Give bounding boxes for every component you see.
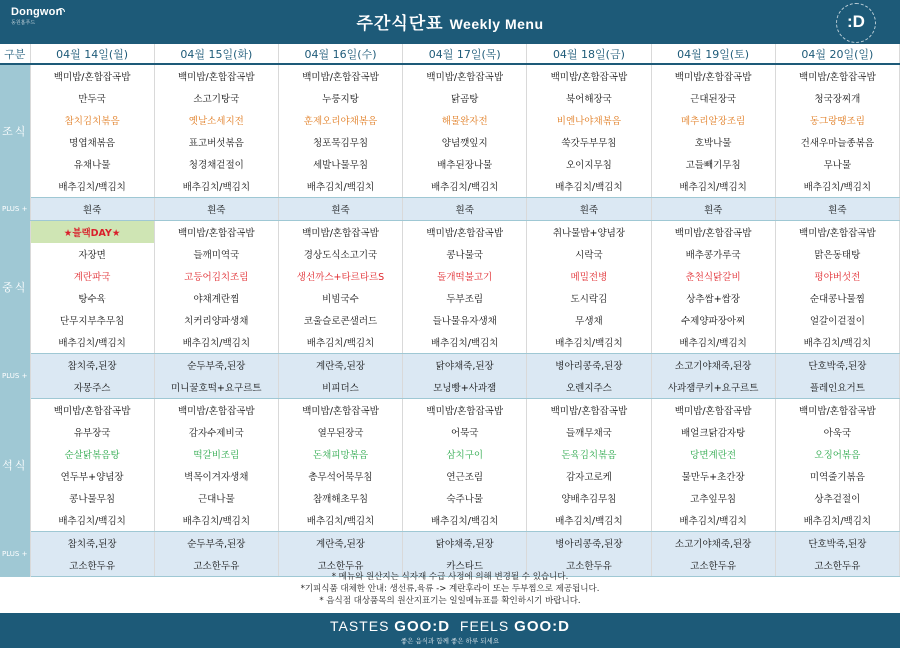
plus-item: 병아리콩죽,된장 [527,532,651,555]
menu-item: 소고기탕국 [154,87,278,109]
only-good-badge-icon [836,3,876,43]
menu-item: 백미밥/혼합잡곡밥 [30,64,154,87]
menu-item: 콩나물무침 [30,487,154,509]
menu-item: 배추김치/백김치 [403,331,527,354]
slogan-good-2: GOO:D [514,618,571,635]
menu-item: 돈육김치볶음 [527,443,651,465]
menu-item: 메추리알장조림 [651,109,775,131]
menu-item: 백미밥/혼합잡곡밥 [154,399,278,422]
menu-item: 근대된장국 [651,87,775,109]
plus-item: 흰죽 [651,198,775,221]
plus-item: 참치죽,된장 [30,354,154,377]
menu-item: 수제양파장아찌 [651,309,775,331]
menu-row [0,153,900,175]
plus-item: 오렌지주스 [527,376,651,399]
menu-row [0,331,900,354]
menu-item: 청국장찌개 [775,87,899,109]
plus-item: 계란죽,된장 [278,354,402,377]
menu-item: 코울슬로콘샐러드 [278,309,402,331]
menu-item: 탕수육 [30,287,154,309]
footer-bar [0,613,900,648]
menu-item: 백미밥/혼합잡곡밥 [403,64,527,87]
plus-item: 흰죽 [527,198,651,221]
section-label-plus: PLUS + [0,198,30,221]
menu-item: 고등어김치조림 [154,265,278,287]
menu-item: 상추겉절이 [775,487,899,509]
plus-item: 비피더스 [278,376,402,399]
menu-item: 오징어볶음 [775,443,899,465]
plus-item: 흰죽 [154,198,278,221]
menu-item: 백미밥/혼합잡곡밥 [527,64,651,87]
plus-item: 사과잼쿠키+요구르트 [651,376,775,399]
menu-item: 근대나물 [154,487,278,509]
plus-item: 고소한두유 [775,554,899,577]
menu-row [0,509,900,532]
column-header-category: 구분 [0,44,30,64]
badge-text: :D [847,12,865,31]
menu-item: 훈제오리야채볶음 [278,109,402,131]
plus-item: 단호박죽,된장 [775,532,899,555]
slogan [0,618,900,635]
menu-item: 들깨미역국 [154,243,278,265]
plus-item: 플레인요거트 [775,376,899,399]
column-header-day: 04월 14일(월) [30,44,154,64]
plus-row [0,354,900,377]
menu-item: 배추김치/백김치 [527,331,651,354]
menu-row [0,243,900,265]
menu-item: 배추김치/백김치 [527,509,651,532]
plus-item: 고소한두유 [154,554,278,577]
menu-item: 세발나물무침 [278,153,402,175]
plus-item: 흰죽 [278,198,402,221]
menu-item: 춘천식닭갈비 [651,265,775,287]
menu-item: 백미밥/혼합잡곡밥 [775,221,899,244]
section-label-breakfast: 조식 [0,64,30,198]
plus-item: 자몽주스 [30,376,154,399]
menu-item: 배추김치/백김치 [527,175,651,198]
menu-item: 백미밥/혼합잡곡밥 [278,399,402,422]
plus-item: 참치죽,된장 [30,532,154,555]
title-korean: 주간식단표 [356,14,444,34]
menu-item: 양념깻잎지 [403,131,527,153]
menu-item: 떡갈비조림 [154,443,278,465]
plus-item: 카스타드 [403,554,527,577]
menu-row [0,131,900,153]
menu-item: 고들빼기무침 [651,153,775,175]
note-line: * 음식점 대상품목의 원산지표기는 일일메뉴표를 확인하시기 바랍니다. [319,596,581,606]
menu-item: 계란파국 [30,265,154,287]
plus-row [0,532,900,555]
menu-item: 배추김치/백김치 [278,175,402,198]
menu-item: 호박나물 [651,131,775,153]
plus-item: 흰죽 [403,198,527,221]
menu-item: 배추김치/백김치 [775,509,899,532]
menu-item: 감자수제비국 [154,421,278,443]
menu-item: ★블랙DAY★ [30,221,154,244]
menu-item: 배추김치/백김치 [775,331,899,354]
plus-row [0,198,900,221]
menu-item: 배추김치/백김치 [154,175,278,198]
menu-item: 배추김치/백김치 [154,509,278,532]
menu-item: 배추김치/백김치 [651,331,775,354]
menu-row [0,175,900,198]
plus-item: 고소한두유 [651,554,775,577]
column-header-day: 04월 16일(수) [278,44,402,64]
menu-item: 북어해장국 [527,87,651,109]
section-label-plus: PLUS + [0,354,30,399]
menu-item: 만두국 [30,87,154,109]
menu-item: 돌개떡불고기 [403,265,527,287]
menu-item: 취나물밥+양념장 [527,221,651,244]
menu-row [0,287,900,309]
menu-item: 백미밥/혼합잡곡밥 [403,221,527,244]
menu-item: 돈채피망볶음 [278,443,402,465]
menu-item: 물만두+초간장 [651,465,775,487]
title-english: Weekly Menu [449,16,544,32]
plus-item: 고소한두유 [527,554,651,577]
column-header-day: 04월 19일(토) [651,44,775,64]
menu-item: 평야버섯전 [775,265,899,287]
menu-item: 도시락김 [527,287,651,309]
slogan-good-1: GOO:D [394,618,451,635]
plus-item: 병아리콩죽,된장 [527,354,651,377]
menu-item: 배추김치/백김치 [30,175,154,198]
plus-item: 모닝빵+사과잼 [403,376,527,399]
plus-item: 미니꿀호떡+요구르트 [154,376,278,399]
menu-item: 아욱국 [775,421,899,443]
menu-item: 배추김치/백김치 [651,509,775,532]
menu-item: 경상도식소고기국 [278,243,402,265]
menu-item: 배추김치/백김치 [154,331,278,354]
plus-item: 닭야채죽,된장 [403,532,527,555]
menu-item: 백미밥/혼합잡곡밥 [278,221,402,244]
menu-row [0,87,900,109]
menu-item: 두부조림 [403,287,527,309]
menu-item: 쑥갓두부무침 [527,131,651,153]
menu-item: 백미밥/혼합잡곡밥 [775,64,899,87]
menu-item: 미역줄기볶음 [775,465,899,487]
section-label-dinner: 석식 [0,399,30,532]
menu-item: 배추김치/백김치 [775,175,899,198]
menu-item: 단무지부추무침 [30,309,154,331]
note-line: * 메뉴와 원산지는 식자재 수급 사정에 의해 변경될 수 있습니다. [331,572,569,582]
menu-item: 무생채 [527,309,651,331]
menu-item: 어묵국 [403,421,527,443]
menu-item: 참치김치볶음 [30,109,154,131]
plus-item: 단호박죽,된장 [775,354,899,377]
footer-notes [0,571,900,607]
menu-row [0,309,900,331]
brand-name: Dongwon [11,6,63,18]
menu-item: 배추콩가루국 [651,243,775,265]
menu-item: 시락국 [527,243,651,265]
column-header-day: 04월 18일(금) [527,44,651,64]
menu-row [0,221,900,244]
menu-item: 당면계란전 [651,443,775,465]
menu-row [0,109,900,131]
page-title [0,9,900,34]
menu-row [0,443,900,465]
menu-item: 삼치구이 [403,443,527,465]
menu-item: 백미밥/혼합잡곡밥 [403,399,527,422]
menu-item: 백미밥/혼합잡곡밥 [775,399,899,422]
weekly-menu-table [0,44,900,577]
menu-item: 연두부+양념장 [30,465,154,487]
menu-item: 오이지무침 [527,153,651,175]
plus-item: 닭야채죽,된장 [403,354,527,377]
menu-item: 유부장국 [30,421,154,443]
slogan-tastes: TASTES [329,618,390,634]
menu-item: 얼갈이겉절이 [775,309,899,331]
menu-item: 백미밥/혼합잡곡밥 [651,64,775,87]
menu-item: 옛날소세지전 [154,109,278,131]
menu-item: 배얼크닭감자탕 [651,421,775,443]
menu-item: 백미밥/혼합잡곡밥 [651,399,775,422]
menu-item: 참깨해초무침 [278,487,402,509]
menu-item: 동그랑땡조림 [775,109,899,131]
menu-item: 닭곰탕 [403,87,527,109]
menu-item: 순살닭볶음탕 [30,443,154,465]
plus-item: 계란죽,된장 [278,532,402,555]
menu-item: 총무석어묵무침 [278,465,402,487]
section-label-plus: PLUS + [0,532,30,577]
section-label-lunch: 중식 [0,221,30,354]
menu-item: 열무된장국 [278,421,402,443]
menu-item: 유채나물 [30,153,154,175]
plus-item: 흰죽 [30,198,154,221]
menu-item: 야채계란찜 [154,287,278,309]
plus-item: 고소한두유 [30,554,154,577]
menu-item: 메밀전병 [527,265,651,287]
plus-item: 소고기야채죽,된장 [651,354,775,377]
menu-item: 누룽지탕 [278,87,402,109]
menu-item: 배추김치/백김치 [403,175,527,198]
column-header-day: 04월 20일(일) [775,44,899,64]
menu-item: 명엽채볶음 [30,131,154,153]
menu-item: 순대콩나물찜 [775,287,899,309]
menu-item: 청포묵김무침 [278,131,402,153]
column-header-day: 04월 15일(화) [154,44,278,64]
menu-item: 연근조림 [403,465,527,487]
menu-item: 배추김치/백김치 [30,331,154,354]
menu-item: 자장면 [30,243,154,265]
menu-item: 감자고로케 [527,465,651,487]
menu-row [0,487,900,509]
menu-item: 벽목이겨자생채 [154,465,278,487]
menu-item: 상추쌈+쌈장 [651,287,775,309]
brand-subname: 동원홈푸드 [11,20,36,26]
menu-item: 백미밥/혼합잡곡밥 [527,399,651,422]
plus-item: 순두부죽,된장 [154,354,278,377]
menu-row [0,64,900,87]
plus-item: 흰죽 [775,198,899,221]
menu-item: 생선까스+타르타르S [278,265,402,287]
note-line: *기피식품 대체한 안내: 생선류,육류 -> 계란후라이 또는 두부찜으로 제공됩니다. [300,584,600,594]
menu-item: 고추잎무침 [651,487,775,509]
column-header-day: 04월 17일(목) [403,44,527,64]
plus-item: 순두부죽,된장 [154,532,278,555]
menu-item: 해물완자전 [403,109,527,131]
menu-item: 백미밥/혼합잡곡밥 [30,399,154,422]
menu-item: 백미밥/혼합잡곡밥 [154,221,278,244]
menu-item: 백미밥/혼합잡곡밥 [278,64,402,87]
menu-item: 배추김치/백김치 [278,509,402,532]
menu-row [0,265,900,287]
plus-row [0,376,900,399]
menu-item: 무나물 [775,153,899,175]
header-bar [0,0,900,44]
menu-item: 배추김치/백김치 [651,175,775,198]
menu-item: 숙주나물 [403,487,527,509]
menu-item: 배추김치/백김치 [30,509,154,532]
menu-item: 맑은동태탕 [775,243,899,265]
slogan-subtitle: 좋은 음식과 함께 좋은 하루 되세요 [400,637,500,645]
header-row [0,44,900,64]
menu-item: 청경채겉절이 [154,153,278,175]
menu-item: 들나물유자생채 [403,309,527,331]
menu-item: 백미밥/혼합잡곡밥 [651,221,775,244]
menu-item: 비빔국수 [278,287,402,309]
menu-item: 콩나물국 [403,243,527,265]
plus-item: 고소한두유 [278,554,402,577]
slogan-feels: FEELS [459,618,510,634]
menu-item: 표고버섯볶음 [154,131,278,153]
menu-row [0,421,900,443]
menu-item: 백미밥/혼합잡곡밥 [154,64,278,87]
menu-item: 들깨무채국 [527,421,651,443]
menu-item: 배추된장나물 [403,153,527,175]
menu-item: 비엔나야채볶음 [527,109,651,131]
menu-item: 건새우마늘종볶음 [775,131,899,153]
menu-item: 치커리양파생채 [154,309,278,331]
plus-item: 소고기야채죽,된장 [651,532,775,555]
menu-item: 양배추김무침 [527,487,651,509]
menu-row [0,399,900,422]
menu-item: 배추김치/백김치 [278,331,402,354]
menu-row [0,465,900,487]
menu-item: 배추김치/백김치 [403,509,527,532]
